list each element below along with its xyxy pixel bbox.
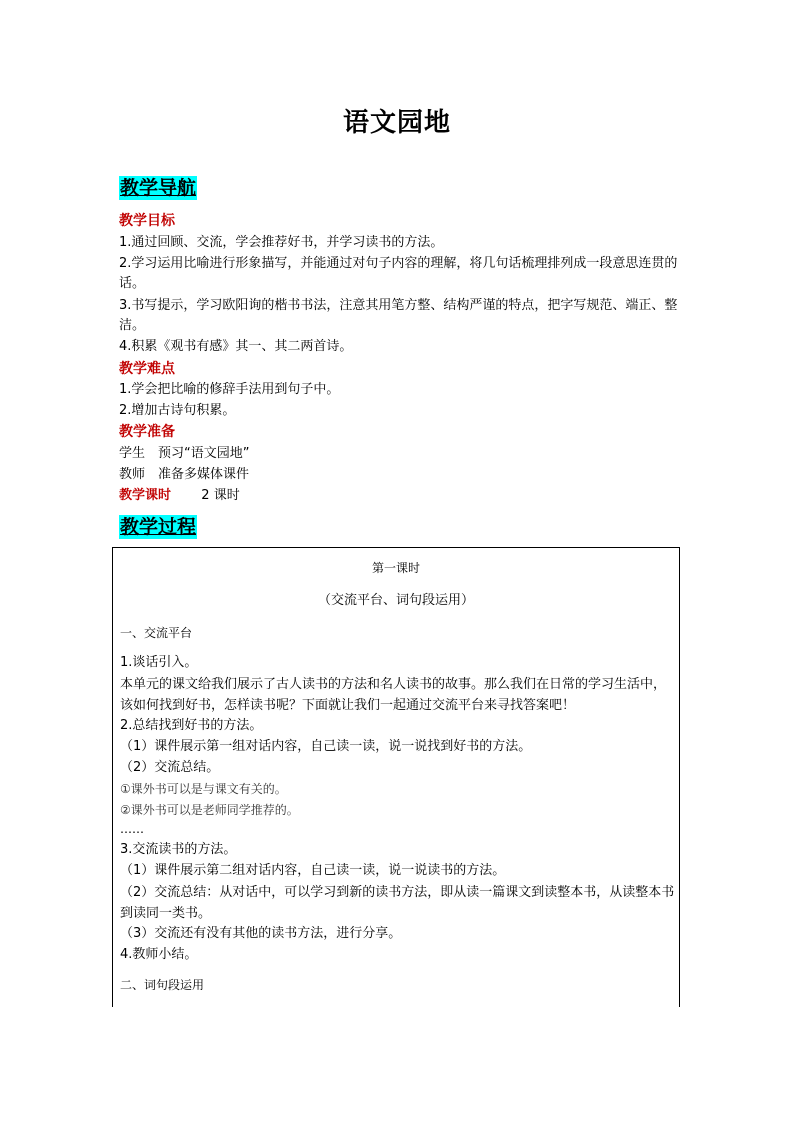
step-item: 2.总结找到好书的方法。 [120, 718, 263, 733]
ellipsis: …… [120, 822, 144, 836]
section-heading-process: 教学过程 [120, 516, 197, 538]
difficulty-heading: 教学难点 [119, 361, 175, 377]
goals-heading: 教学目标 [119, 213, 175, 229]
difficulty-item: 2.增加古诗句积累。 [119, 403, 236, 418]
step-item: 4.教师小结。 [120, 947, 198, 962]
hours-heading: 教学课时 [119, 488, 172, 503]
hours-value: 2 课时 [201, 488, 240, 503]
lesson-title: 第一课时 [371, 561, 420, 575]
goal-item: 4.积累《观书有感》其一、其二两首诗。 [119, 339, 353, 354]
lesson-subtitle: （交流平台、词句段运用） [317, 593, 474, 608]
section-heading-navigation: 教学导航 [120, 177, 197, 199]
prep-item: 学生 预习“语文园地” [119, 446, 250, 461]
page-title: 语文园地 [342, 108, 451, 138]
step-text: 本单元的课文给我们展示了古人读书的方法和名人读书的故事。那么我们在日常的学习生活中，该如何找到好书，怎样读书呢？下面就让我们一起通过交流平台来寻找答案吧！ [120, 677, 667, 713]
step-subitem: （1）课件展示第二组对话内容，自己读一读，说一说读书的方法。 [120, 863, 506, 878]
difficulty-item: 1.学会把比喻的修辞手法用到句子中。 [119, 382, 340, 397]
prep-item: 教师 准备多媒体课件 [119, 467, 250, 482]
step-item: 3.交流读书的方法。 [120, 842, 237, 857]
goal-item: 1.通过回顾、交流，学会推荐好书，并学习读书的方法。 [119, 235, 444, 250]
step-point: ②课外书可以是老师同学推荐的。 [120, 803, 299, 817]
step-point: ①课外书可以是与课文有关的。 [120, 782, 287, 796]
goal-item: 3.书写提示，学习欧阳询的楷书书法，注意其用笔方整、结构严谨的特点，把字写规范、端正、整洁。 [119, 298, 678, 333]
part-heading: 一、交流平台 [120, 626, 193, 640]
step-subitem: （1）课件展示第一组对话内容，自己读一读，说一说找到好书的方法。 [120, 739, 532, 754]
step-subitem: （3）交流还有没有其他的读书方法，进行分享。 [120, 926, 402, 941]
part-heading: 二、词句段运用 [120, 978, 205, 992]
process-box [112, 547, 680, 1007]
step-subitem: （2）交流总结。 [120, 760, 220, 775]
step-item: 1.谈话引入。 [120, 655, 198, 670]
hours-row [119, 487, 240, 505]
goal-item: 2.学习运用比喻进行形象描写，并能通过对句子内容的理解，将几句话梳理排列成一段意思连贯的话。 [119, 256, 678, 291]
prep-heading: 教学准备 [119, 424, 175, 440]
step-subitem: （2）交流总结：从对话中，可以学习到新的读书方法，即从读一篇课文到读整本书，从读整本书到读同一类书。 [120, 885, 675, 921]
